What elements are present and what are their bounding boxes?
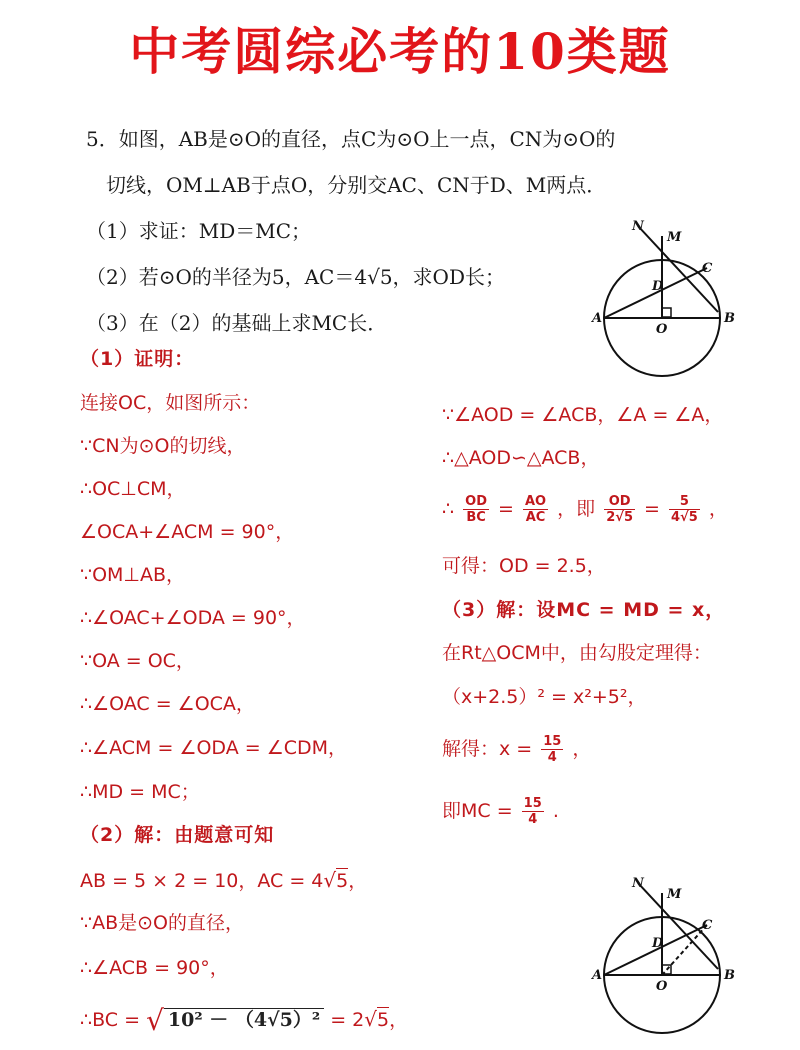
radicand: 5 (376, 1009, 390, 1031)
text: 解得：x = (442, 738, 533, 760)
solution-line: ∵∠AOD = ∠ACB，∠A = ∠A， (442, 404, 724, 426)
solution-line (442, 734, 591, 765)
fraction-denominator: 4 (528, 812, 538, 827)
question-2: （2）若⊙O的半径为5，AC＝4√5，求OD长； (86, 265, 505, 289)
text: ， (708, 498, 728, 520)
solution-line: ∵OA = OC， (80, 650, 195, 672)
fraction (522, 796, 544, 827)
text: ， (572, 738, 592, 760)
fraction (463, 494, 489, 525)
fraction-denominator: BC (466, 510, 486, 525)
label-n: N (632, 876, 644, 891)
problem-line-2: 切线，OM⊥AB于点O，分别交AC、CN于D、M两点． (106, 173, 607, 197)
fraction (669, 494, 700, 525)
solution-line: 在Rt△OCM中，由勾股定理得： (442, 642, 712, 664)
equals: = (498, 498, 514, 520)
text: ， (348, 870, 368, 892)
equals: = (644, 498, 660, 520)
solution-line (442, 796, 559, 827)
solution-line: ∴∠OAC+∠ODA = 90°， (80, 607, 306, 629)
fraction-numerator: 15 (543, 734, 562, 749)
text: . (552, 800, 559, 822)
solution-line: 连接OC，如图所示： (80, 392, 261, 414)
radicand-big: 10² － （4√5）² (164, 1008, 324, 1031)
part3-heading: （3）解：设MC = MD = x， (442, 599, 726, 621)
solution-line: ∴OC⊥CM， (80, 478, 186, 500)
geometry-diagram-top (590, 218, 760, 378)
label-b: B (724, 311, 735, 326)
part1-heading: （1）证明： (80, 348, 195, 370)
text: ， (389, 1009, 409, 1031)
text: ∴BC = (80, 1009, 147, 1031)
label-n: N (632, 219, 644, 234)
part2-heading: （2）解：由题意可知 (80, 824, 275, 846)
fraction-denominator: AC (525, 510, 546, 525)
similarity-ratio-line (442, 494, 728, 525)
solution-line: ∴△AOD∽△ACB， (442, 447, 600, 469)
label-a: A (592, 311, 603, 326)
solution-line: 可得：OD = 2.5， (442, 555, 606, 577)
solution-line: ∴∠OAC = ∠OCA， (80, 693, 255, 715)
solution-line: ∴BC = √ 10² － （4√5）² = 2√5， (80, 1004, 409, 1037)
solution-line: ∵AB是⊙O的直径， (80, 912, 244, 934)
text: = 2 (324, 1009, 365, 1031)
text: ，即 (557, 498, 596, 520)
fraction-numerator: 15 (523, 796, 542, 811)
label-d: D (652, 936, 664, 951)
label-o: O (656, 979, 668, 994)
geometry-diagram-bottom (590, 875, 760, 1050)
fraction-denominator: 4 (547, 750, 557, 765)
problem-line-1: 5．如图，AB是⊙O的直径，点C为⊙O上一点，CN为⊙O的 (86, 127, 616, 151)
solution-line: AB = 5 × 2 = 10，AC = 4√5， (80, 868, 368, 892)
fraction (523, 494, 548, 525)
label-c: C (702, 261, 713, 276)
label-o: O (656, 322, 668, 337)
label-d: D (652, 279, 664, 294)
label-m: M (667, 887, 682, 902)
fraction-numerator: OD (604, 494, 635, 510)
fraction-numerator: OD (465, 494, 487, 509)
label-m: M (667, 230, 682, 245)
fraction (541, 734, 563, 765)
label-c: C (702, 918, 713, 933)
fraction-denominator: 4√5 (671, 510, 698, 525)
question-1: （1）求证：MD＝MC； (86, 219, 312, 243)
fraction (604, 494, 635, 525)
solution-line: （x+2.5）² = x²+5²， (442, 686, 647, 708)
fraction-denominator: 2√5 (606, 510, 633, 525)
solution-line: ∠OCA+∠ACM = 90°， (80, 521, 295, 543)
page-title: 中考圆综必考的10类题 (129, 22, 671, 81)
solution-line: ∴∠ACM = ∠ODA = ∠CDM， (80, 737, 348, 759)
fraction-numerator: 5 (669, 494, 700, 510)
solution-line: ∴∠ACB = 90°， (80, 957, 229, 979)
question-3: （3）在（2）的基础上求MC长． (86, 311, 388, 335)
solution-line: ∵CN为⊙O的切线， (80, 435, 246, 457)
right-angle-mark (662, 308, 671, 317)
text: 即MC = (442, 800, 513, 822)
solution-line: ∴MD = MC； (80, 781, 200, 803)
text: ∴ (442, 498, 455, 520)
label-b: B (724, 968, 735, 983)
radicand: 5 (336, 870, 349, 892)
label-a: A (592, 968, 603, 983)
fraction-numerator: AO (525, 494, 547, 509)
text: AB = 5 × 2 = 10，AC = 4 (80, 870, 324, 892)
solution-line: ∵OM⊥AB， (80, 564, 186, 586)
